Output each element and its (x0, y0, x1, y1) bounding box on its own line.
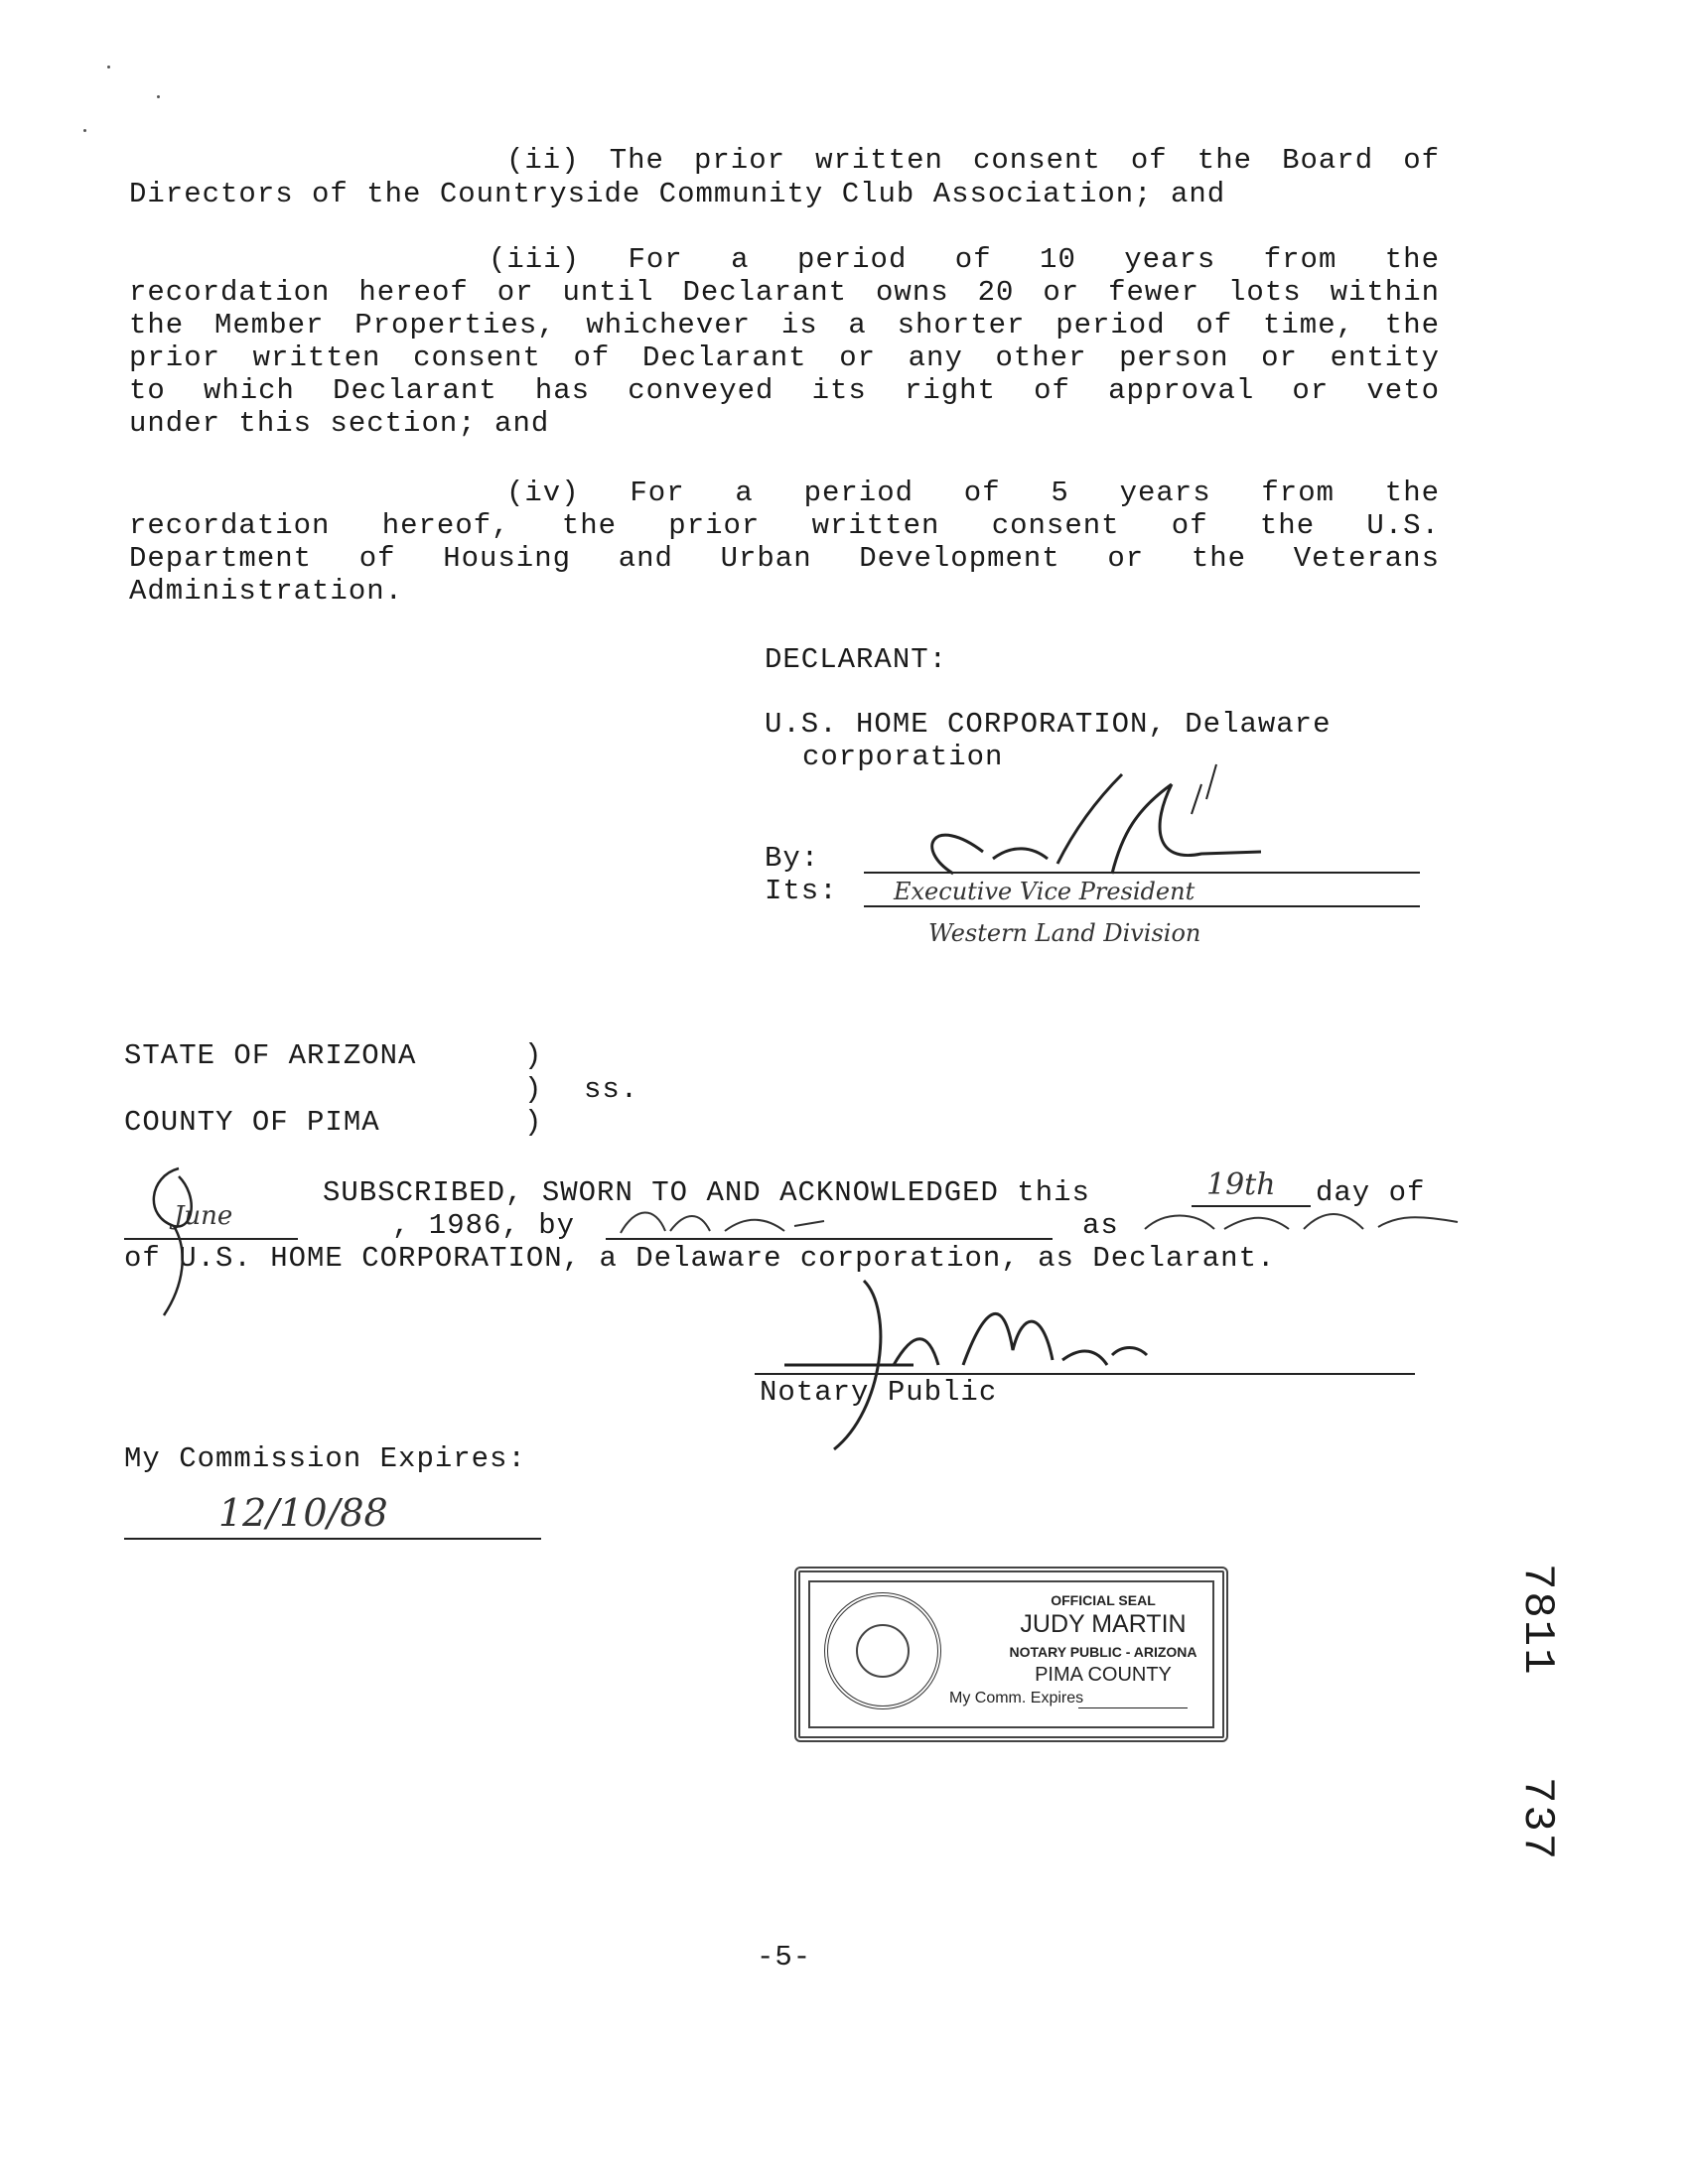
venue-paren: ) (524, 1039, 543, 1072)
para-ii-line: Directors of the Countryside Community Club Association; and (129, 178, 1226, 210)
para-iii-line: to which Declarant has conveyed its right of approval or veto (129, 374, 1440, 407)
para-iv-line: recordation hereof, the prior written consent of the U.S. (129, 509, 1440, 542)
para-iii-first-line: (iii) For a period of 10 years from the (489, 243, 1440, 276)
acknowledgment-as: as (1082, 1209, 1119, 1242)
venue-state: STATE OF ARIZONA (124, 1039, 417, 1072)
declarant-company-line-2: corporation (802, 741, 1004, 773)
para-iv-first-line: (iv) For a period of 5 years from the (506, 477, 1440, 509)
its-handwritten-title: Executive Vice President (894, 878, 1196, 905)
officer-name-line (606, 1238, 1053, 1240)
its-label: Its: (765, 875, 838, 907)
acknowledging-officer-signature (616, 1201, 834, 1241)
commission-expires-label: My Commission Expires: (124, 1442, 526, 1475)
venue-paren: ) (524, 1073, 543, 1106)
para-iii-line: recordation hereof or until Declarant owns 20 or fewer lots within (129, 276, 1440, 309)
recording-page-number: 737 (1512, 1777, 1562, 1862)
commission-expires-date: 12/10/88 (218, 1491, 388, 1535)
acknowledgment-day-of: day of (1316, 1176, 1426, 1209)
venue-ss: ss. (584, 1073, 639, 1106)
seal-title: OFFICIAL SEAL (1051, 1592, 1156, 1608)
venue-county: COUNTY OF PIMA (124, 1106, 380, 1139)
seal-emblem-icon (824, 1592, 941, 1709)
notary-signature-line (755, 1373, 1415, 1375)
recording-book-number: 7811 (1512, 1564, 1562, 1677)
declarant-heading: DECLARANT: (765, 643, 948, 676)
acknowledgment-year: , 1986, by (392, 1209, 576, 1242)
by-signature-line (864, 872, 1420, 874)
para-iv-line: Administration. (129, 575, 404, 608)
acknowledgment-day: 19th (1206, 1167, 1276, 1202)
seal-expires-line (1078, 1707, 1188, 1708)
scan-speck (157, 95, 160, 98)
para-iii-line: the Member Properties, whichever is a shorter period of time, the (129, 309, 1440, 341)
para-iv-line: Department of Housing and Urban Development or the Veterans (129, 542, 1440, 575)
venue-paren: ) (524, 1106, 543, 1139)
notary-bracket-mark (134, 1157, 223, 1325)
its-handwritten-division: Western Land Division (928, 919, 1201, 947)
notary-seal-stamp (794, 1567, 1228, 1742)
commission-date-line (124, 1538, 541, 1540)
seal-name: JUDY MARTIN (1020, 1610, 1187, 1638)
notary-signature (755, 1271, 1192, 1459)
para-iii-line: prior written consent of Declarant or any other person or entity (129, 341, 1440, 374)
acknowledgment-line-3: of U.S. HOME CORPORATION, a Delaware corporation, as Declarant. (124, 1242, 1276, 1275)
seal-role: NOTARY PUBLIC - ARIZONA (1009, 1644, 1197, 1660)
para-ii-first-line: (ii) The prior written consent of the Board of (506, 144, 1440, 177)
declarant-company: U.S. HOME CORPORATION, Delaware (765, 708, 1332, 741)
acknowledgment-line-1: SUBSCRIBED, SWORN TO AND ACKNOWLEDGED this (323, 1176, 1090, 1209)
page-number: -5- (757, 1941, 812, 1974)
seal-county: PIMA COUNTY (1035, 1664, 1172, 1686)
notary-public-label: Notary Public (760, 1376, 998, 1409)
its-signature-line (864, 905, 1420, 907)
by-label: By: (765, 842, 820, 875)
officer-title-handwriting (1140, 1199, 1468, 1239)
scan-speck (83, 129, 86, 132)
scan-speck (107, 66, 110, 68)
para-iii-line: under this section; and (129, 407, 550, 440)
seal-expires: My Comm. Expires (949, 1690, 1084, 1706)
acknowledgment-month: June (174, 1201, 233, 1231)
